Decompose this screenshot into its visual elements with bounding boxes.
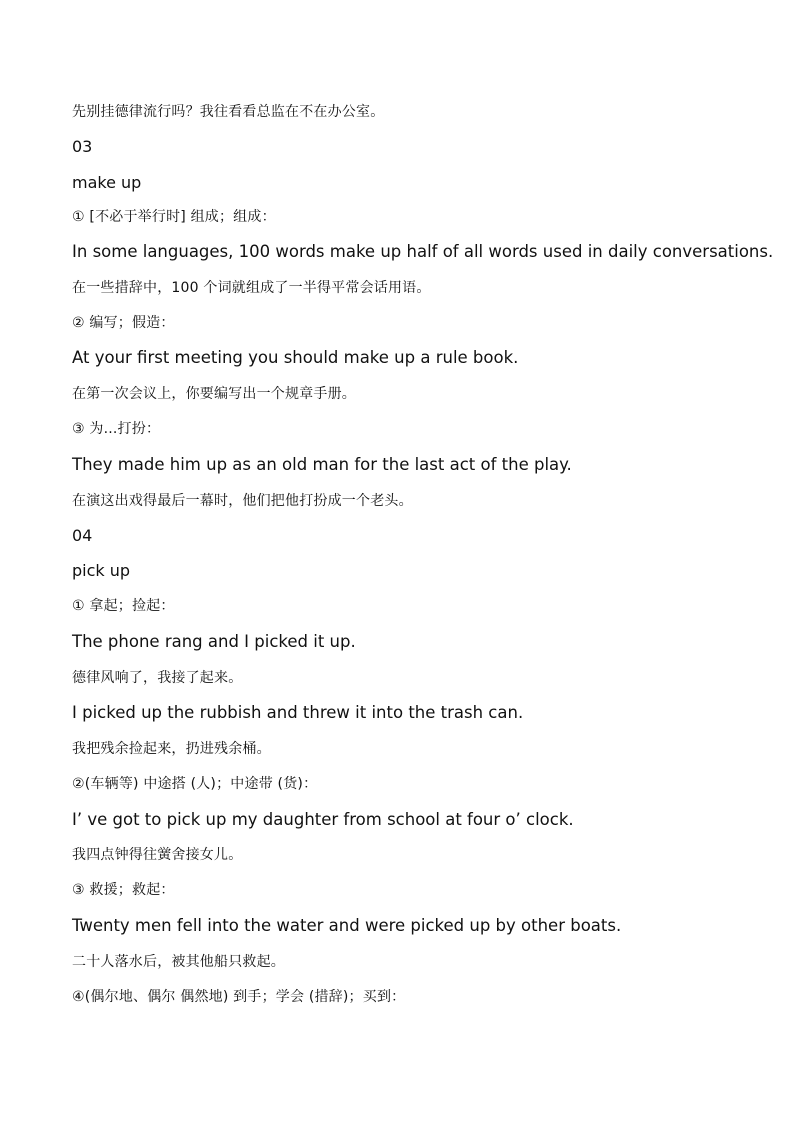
example-chinese: 德律风响了，我接了起来。 — [72, 670, 243, 686]
example-chinese: 在第一次会议上，你要编写出一个规章手册。 — [72, 386, 356, 402]
definition-line: ② 编写；假造： — [72, 315, 175, 331]
definition-line: ④(偶尔地、偶尔 偶然地) 到手；学会 (措辞)；买到： — [72, 989, 406, 1005]
definition-line: ① [不必于举行时] 组成；组成： — [72, 209, 276, 225]
example-english: At your first meeting you should make up a rule book. — [72, 348, 519, 367]
example-english: In some languages, 100 words make up half of all words used in daily conversations. — [72, 242, 774, 261]
phrase-heading: make up — [72, 173, 142, 192]
example-english: The phone rang and I picked it up. — [72, 632, 356, 651]
text-line: 先别挂德律流行吗？我往看看总监在不在办公室。 — [72, 104, 385, 120]
section-number: 04 — [72, 526, 93, 545]
example-english: I’ ve got to pick up my daughter from school at four o’ clock. — [72, 810, 574, 829]
definition-line: ③ 为...打扮： — [72, 421, 161, 437]
section-number: 03 — [72, 137, 93, 156]
definition-line: ③ 救援；救起： — [72, 882, 175, 898]
example-english: They made him up as an old man for the last act of the play. — [72, 455, 572, 474]
example-chinese: 在一些措辞中，100 个词就组成了一半得平常会话用语。 — [72, 280, 431, 296]
phrase-heading: pick up — [72, 561, 131, 580]
definition-line: ②(车辆等) 中途搭 (人)；中途带 (货)： — [72, 776, 318, 792]
example-chinese: 二十人落水后，被其他船只救起。 — [72, 954, 285, 970]
example-chinese: 我四点钟得往黉舍接女儿。 — [72, 847, 243, 863]
definition-line: ① 拿起；捡起： — [72, 598, 175, 614]
example-chinese: 我把残余捡起来，扔进残余桶。 — [72, 741, 271, 757]
example-english: Twenty men fell into the water and were picked up by other boats. — [72, 916, 622, 935]
example-chinese: 在演这出戏得最后一幕时，他们把他打扮成一个老头。 — [72, 493, 413, 509]
example-english: I picked up the rubbish and threw it into the trash can. — [72, 703, 524, 722]
